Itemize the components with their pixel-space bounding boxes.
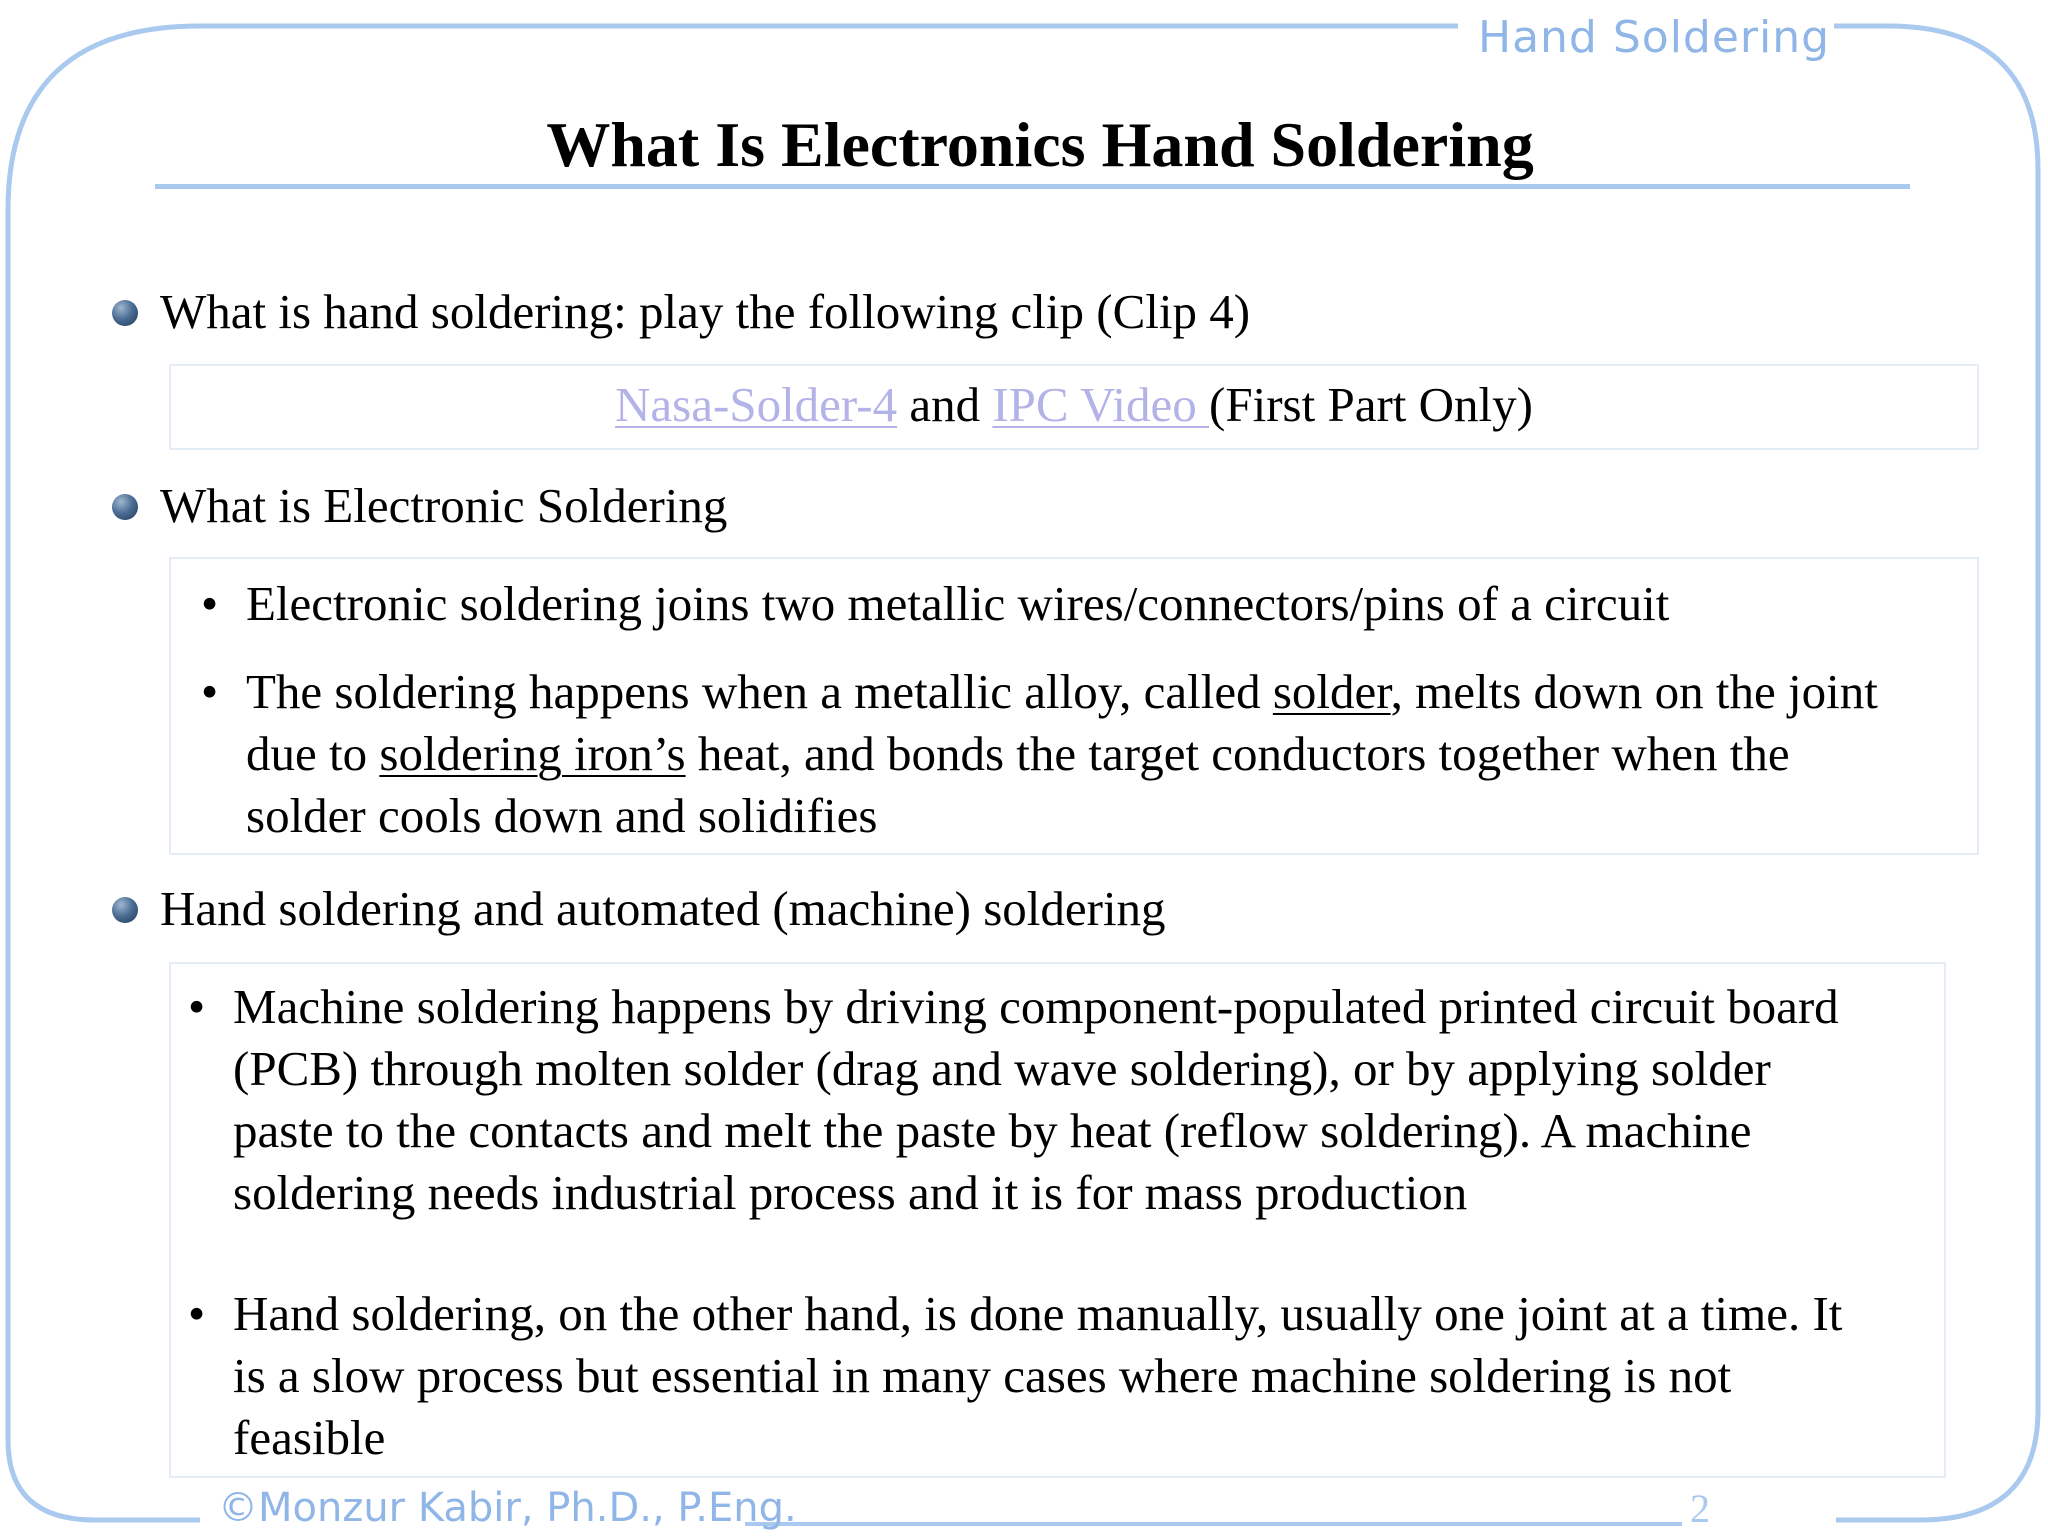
bullet-dot-icon xyxy=(112,300,138,326)
bullet-hand-vs-machine xyxy=(112,880,1166,938)
sub-item-soldering-happens xyxy=(201,661,1878,847)
text-run: , melts down on the joint xyxy=(1390,664,1878,719)
nasa-solder-link[interactable]: Nasa-Solder-4 xyxy=(615,377,898,432)
bullet-text: What is Electronic Soldering xyxy=(160,478,728,533)
sub-item-line: solder cools down and solidifies xyxy=(246,788,878,843)
page-number: 2 xyxy=(1690,1486,1710,1531)
title-underline xyxy=(155,184,1910,189)
underlined-term-solder: solder xyxy=(1272,664,1391,719)
links-connector: and xyxy=(897,377,993,432)
underlined-term-soldering-iron: soldering iron’s xyxy=(379,726,686,781)
electronic-soldering-box xyxy=(169,557,1979,855)
text-run: The soldering happens when a metallic alloy, called xyxy=(246,664,1273,719)
links-suffix: (First Part Only) xyxy=(1209,377,1533,432)
text-run: due to xyxy=(246,726,380,781)
sub-item-line: feasible xyxy=(233,1410,386,1465)
bullet-text: What is hand soldering: play the following clip (Clip 4) xyxy=(160,284,1251,339)
bullet-hand-soldering-clip xyxy=(112,283,1250,341)
slide-title: What Is Electronics Hand Soldering xyxy=(546,109,1534,180)
clip-links-box xyxy=(169,364,1979,450)
sub-item-line: is a slow process but essential in many cases where machine soldering is not xyxy=(233,1348,1732,1403)
sub-item-line xyxy=(246,723,1878,785)
clip-links-line xyxy=(171,376,1977,434)
sub-item-line: Machine soldering happens by driving component-populated printed circuit board xyxy=(233,979,1839,1034)
sub-bullet-icon: • xyxy=(201,664,219,719)
sub-item-line: Hand soldering, on the other hand, is done manually, usually one joint at a time. It xyxy=(233,1286,1843,1341)
sub-item-line: Electronic soldering joins two metallic wires/connectors/pins of a circuit xyxy=(246,576,1670,631)
sub-bullet-icon: • xyxy=(188,979,206,1034)
sub-item-hand-soldering xyxy=(188,1283,1843,1469)
bullet-dot-icon xyxy=(112,897,138,923)
bullet-text: Hand soldering and automated (machine) soldering xyxy=(160,881,1166,936)
sub-item-machine-soldering xyxy=(188,976,1839,1224)
machine-soldering-box xyxy=(169,962,1946,1478)
footer-credit: ©Monzur Kabir, Ph.D., P.Eng. xyxy=(218,1485,797,1531)
ipc-video-link[interactable]: IPC Video xyxy=(992,377,1210,432)
sub-bullet-icon: • xyxy=(188,1286,206,1341)
bullet-dot-icon xyxy=(112,494,138,520)
bullet-electronic-soldering xyxy=(112,477,727,535)
sub-item-line: paste to the contacts and melt the paste by heat (reflow soldering). A machine xyxy=(233,1103,1752,1158)
sub-item-line xyxy=(246,661,1878,723)
sub-item-line: (PCB) through molten solder (drag and wave soldering), or by applying solder xyxy=(233,1041,1771,1096)
text-run: heat, and bonds the target conductors together when the xyxy=(685,726,1790,781)
header-section-label: Hand Soldering xyxy=(1478,12,1831,63)
sub-item-line: soldering needs industrial process and it is for mass production xyxy=(233,1165,1468,1220)
sub-item-electronic-joins xyxy=(201,573,1670,635)
sub-bullet-icon: • xyxy=(201,576,219,631)
